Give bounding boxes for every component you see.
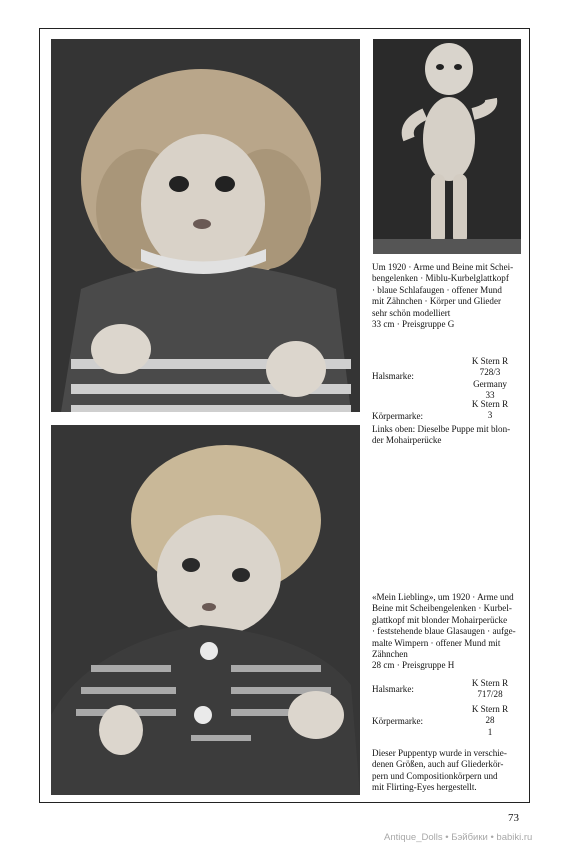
- text-line: · blaue Schlafaugen · offener Mund: [372, 284, 502, 295]
- mark-line: Germany: [473, 378, 507, 389]
- body-mark-value: [458, 704, 522, 738]
- text-line: glattkopf mit blonder Mohairperücke: [372, 614, 508, 625]
- watermark: Antique_Dolls • Бэйбики • babiki.ru: [384, 832, 533, 843]
- mark-line: 717/28: [477, 689, 503, 700]
- body-mark-row: [372, 706, 522, 742]
- description-variants: [372, 748, 522, 794]
- description-doll-2: [372, 592, 522, 672]
- neck-mark-row: [372, 676, 522, 706]
- caption-top-left: [372, 424, 522, 447]
- mark-line: K Stern R: [471, 356, 509, 366]
- doll-photo-curly-wig: [51, 39, 360, 412]
- mark-line: 3: [487, 410, 493, 421]
- neck-mark-label: Halsmarke:: [372, 684, 414, 694]
- doll-photo-mein-liebling: [51, 425, 360, 795]
- mark-line: K Stern R: [471, 399, 509, 409]
- text-line: Dieser Puppentyp wurde in verschie-: [372, 748, 507, 758]
- text-line: bengelenken · Miblu-Kurbelglattkopf: [372, 273, 509, 284]
- body-mark-label: Körpermarke:: [372, 716, 424, 726]
- text-line: denen Größen, auch auf Gliederkör-: [372, 759, 504, 770]
- text-line: malte Wimpern · offener Mund mit: [372, 637, 501, 648]
- neck-mark-value: [458, 678, 522, 701]
- description-doll-1: [372, 262, 522, 330]
- mark-line: K Stern R: [471, 704, 509, 714]
- text-line: mit Flirting-Eyes hergestellt.: [372, 782, 477, 793]
- text-line: sehr schön modelliert: [372, 307, 451, 318]
- mark-line: 33: [485, 390, 495, 401]
- text-line: 28 cm · Preisgruppe H: [372, 660, 455, 671]
- text-line: der Mohairperücke: [372, 435, 442, 446]
- body-mark-label: Körpermarke:: [372, 411, 424, 421]
- neck-mark-value: [458, 356, 522, 402]
- text-line: Um 1920 · Arme und Beine mit Schei-: [372, 262, 514, 272]
- neck-mark-label: Halsmarke:: [372, 371, 414, 381]
- text-line: 33 cm · Preisgruppe G: [372, 319, 455, 330]
- text-line: Zähnchen: [372, 649, 408, 660]
- mark-line: K Stern R: [471, 678, 509, 688]
- text-line: · feststehende blaue Glasaugen · aufge-: [372, 626, 516, 637]
- text-line: pern und Compositionkörpern und: [372, 770, 498, 781]
- mark-line: 1: [487, 726, 493, 737]
- marks-doll-2: [372, 676, 522, 742]
- body-mark-value: [458, 399, 522, 422]
- text-line: Beine mit Scheibengelenken · Kurbel-: [372, 603, 512, 614]
- text-line: Links oben: Dieselbe Puppe mit blon-: [372, 424, 511, 434]
- text-line: «Mein Liebling», um 1920 · Arme und: [372, 592, 514, 602]
- page-number: 73: [508, 812, 519, 824]
- text-line: mit Zähnchen · Körper und Glieder: [372, 296, 502, 307]
- doll-photo-body: [373, 39, 521, 254]
- mark-line: 28: [485, 715, 495, 726]
- marks-doll-1: [372, 356, 522, 429]
- mark-line: 728/3: [479, 367, 501, 378]
